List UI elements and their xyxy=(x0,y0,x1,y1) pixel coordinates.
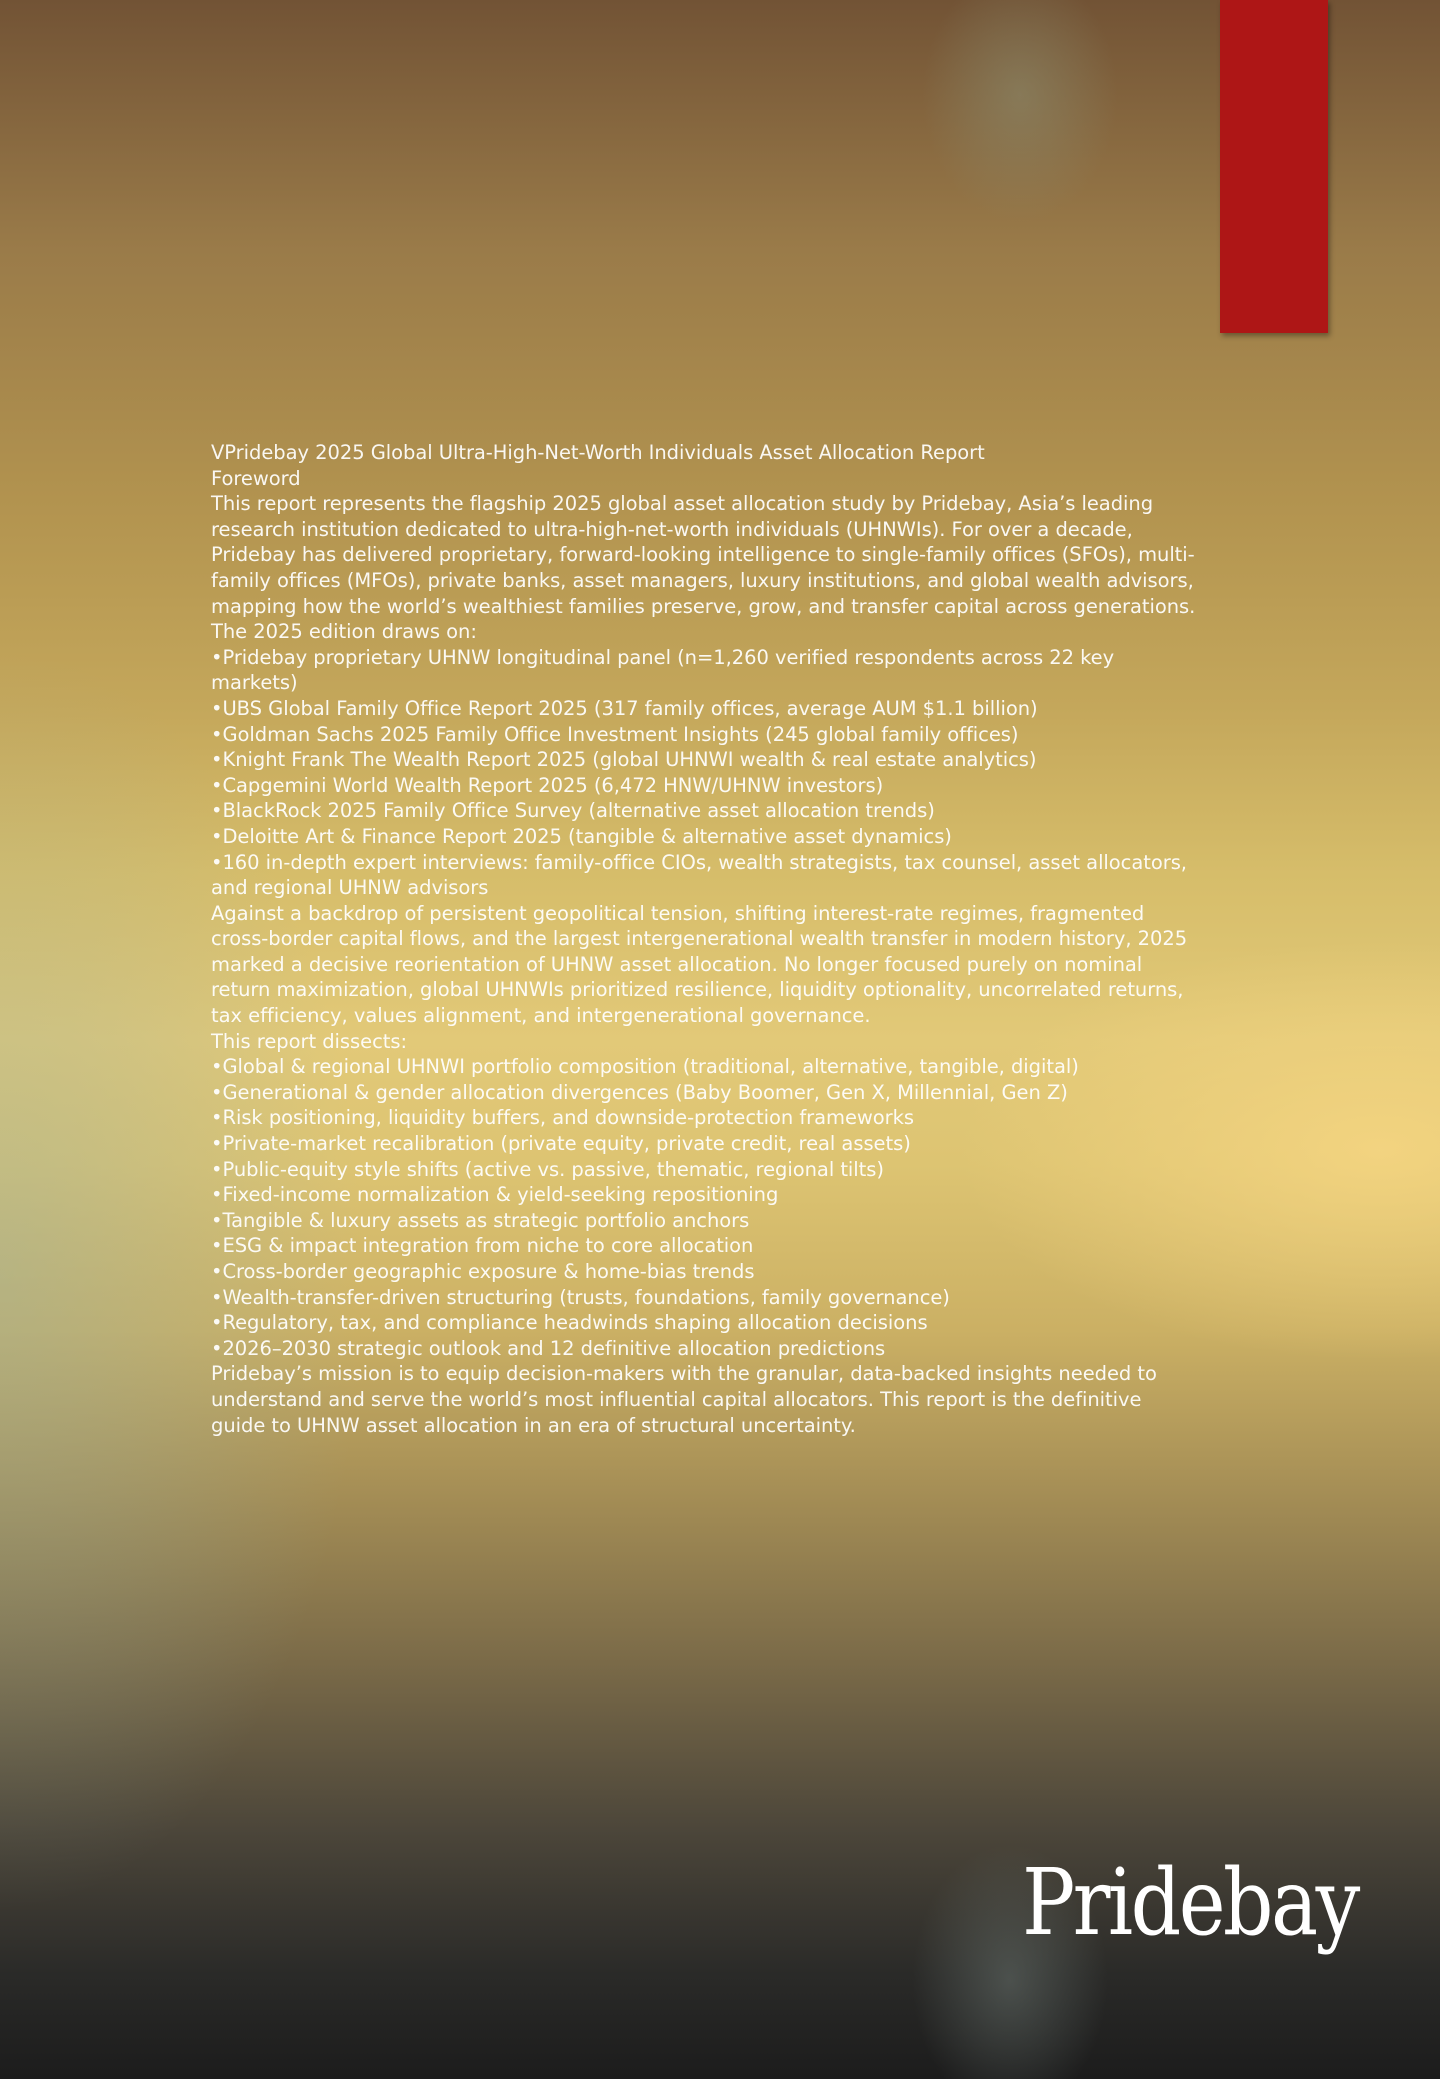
topic-item: •ESG & impact integration from niche to core allocation xyxy=(211,1234,754,1258)
source-item: •BlackRock 2025 Family Office Survey (alternative asset allocation trends) xyxy=(211,799,935,823)
red-bookmark-ribbon xyxy=(1220,0,1328,333)
topic-item: •Risk positioning, liquidity buffers, and downside-protection frameworks xyxy=(211,1106,914,1130)
context-paragraph: Against a backdrop of persistent geopolitical tension, shifting interest-rate regimes, fragmented cross-border capital flows, and the largest intergenerational wealth transfer in modern history, 2025 marked a decisive reorientation of UHNW asset allocation. No longer focused purely on nominal return maximization, global UHNWIs prioritized resilience, liquidity optionality, uncorrelated returns, tax efficiency, values alignment, and intergenerational governance. xyxy=(211,901,1188,1028)
topic-item: •Fixed-income normalization & yield-seeking repositioning xyxy=(211,1183,779,1207)
topic-item: •Wealth-transfer-driven structuring (trusts, foundations, family governance) xyxy=(211,1285,950,1309)
topic-item: •Regulatory, tax, and compliance headwinds shaping allocation decisions xyxy=(211,1311,928,1335)
source-item: •Goldman Sachs 2025 Family Office Investment Insights (245 global family offices) xyxy=(211,722,1019,746)
intro-paragraph: This report represents the flagship 2025 global asset allocation study by Pridebay, Asia’s leading research institution dedicated to ultra-high-net-worth individuals (UHNWIs). For over a decade, Pridebay has delivered proprietary, forward-looking intelligence to single-family offices (SFOs), multi-family offices (MFOs), private banks, asset managers, luxury institutions, and global wealth advisors, mapping how the world’s wealthiest families preserve, grow, and transfer capital across generations. xyxy=(211,492,1196,618)
source-item: •Pridebay proprietary UHNW longitudinal panel (n=1,260 verified respondents across 22 key markets) xyxy=(211,645,1115,695)
report-body xyxy=(211,440,1201,1438)
topic-item: •Private-market recalibration (private equity, private credit, real assets) xyxy=(211,1132,911,1156)
source-item: •160 in-depth expert interviews: family-office CIOs, wealth strategists, tax counsel, asset allocators, and regional UHNW advisors xyxy=(211,850,1187,900)
foreword-heading: Foreword xyxy=(211,466,301,490)
topic-item: •Global & regional UHNWI portfolio composition (traditional, alternative, tangible, digital) xyxy=(211,1055,1079,1079)
topic-item: •2026–2030 strategic outlook and 12 definitive allocation predictions xyxy=(211,1336,886,1360)
topic-item: •Generational & gender allocation divergences (Baby Boomer, Gen X, Millennial, Gen Z) xyxy=(211,1080,1068,1104)
pridebay-logo: Pridebay xyxy=(1022,1849,1358,1956)
topics-intro: This report dissects: xyxy=(211,1029,407,1053)
topic-item: •Tangible & luxury assets as strategic portfolio anchors xyxy=(211,1208,750,1232)
sources-list xyxy=(211,645,1201,901)
source-item: •Capgemini World Wealth Report 2025 (6,472 HNW/UHNW investors) xyxy=(211,773,884,797)
topic-item: •Public-equity style shifts (active vs. passive, thematic, regional tilts) xyxy=(211,1157,884,1181)
report-title: VPridebay 2025 Global Ultra-High-Net-Worth Individuals Asset Allocation Report xyxy=(211,441,985,464)
sources-intro: The 2025 edition draws on: xyxy=(211,620,477,644)
mission-paragraph: Pridebay’s mission is to equip decision-makers with the granular, data-backed insights needed to understand and serve the world’s most influential capital allocators. This report is the definitive guide to UHNW asset allocation in an era of structural uncertainty. xyxy=(211,1362,1157,1437)
source-item: •Knight Frank The Wealth Report 2025 (global UHNWI wealth & real estate analytics) xyxy=(211,748,1037,772)
source-item: •Deloitte Art & Finance Report 2025 (tangible & alternative asset dynamics) xyxy=(211,824,952,848)
topic-item: •Cross-border geographic exposure & home-bias trends xyxy=(211,1260,755,1283)
topics-list xyxy=(211,1054,1201,1361)
source-item: •UBS Global Family Office Report 2025 (317 family offices, average AUM $1.1 billion) xyxy=(211,696,1038,720)
